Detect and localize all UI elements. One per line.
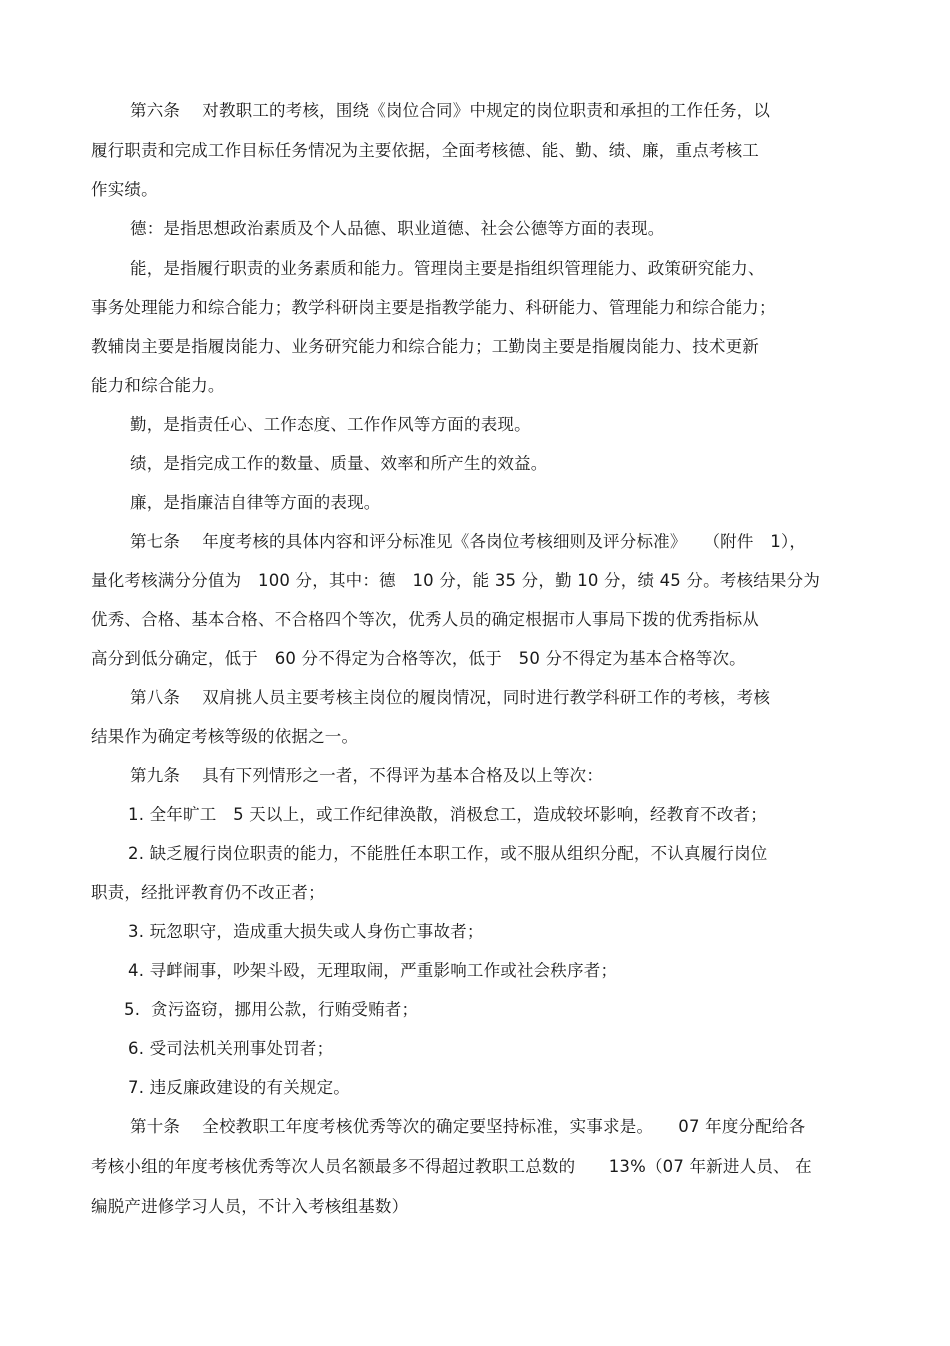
ability-line-2: 事务处理能力和综合能力；教学科研岗主要是指教学能力、科研能力、管理能力和综合能力； bbox=[91, 298, 776, 317]
article-9-intro: 第九条 具有下列情形之一者，不得评为基本合格及以上等次： bbox=[130, 766, 604, 785]
performance-definition: 绩，是指完成工作的数量、质量、效率和所产生的效益。 bbox=[130, 454, 548, 473]
diligence-definition: 勤，是指责任心、工作态度、工作作风等方面的表现。 bbox=[130, 415, 531, 434]
article-9-item-6: 6. 受司法机关刑事处罚者； bbox=[128, 1039, 334, 1058]
ability-line-3: 教辅岗主要是指履岗能力、业务研究能力和综合能力；工勤岗主要是指履岗能力、技术更新 bbox=[91, 337, 759, 356]
article-9-item-2-line-1: 2. 缺乏履行岗位职责的能力，不能胜任本职工作，或不服从组织分配，不认真履行岗位 bbox=[128, 844, 768, 863]
article-7-line-1: 第七条 年度考核的具体内容和评分标准见《各岗位考核细则及评分标准》 （附件 1）， bbox=[130, 532, 807, 551]
article-9-item-7: 7. 违反廉政建设的有关规定。 bbox=[128, 1078, 350, 1097]
article-9-item-1: 1. 全年旷工 5 天以上，或工作纪律涣散，消极怠工，造成较坏影响，经教育不改者； bbox=[128, 805, 767, 824]
article-9-item-3: 3. 玩忽职守，造成重大损失或人身伤亡事故者； bbox=[128, 922, 484, 941]
article-10-line-3: 编脱产进修学习人员，不计入考核组基数） bbox=[91, 1197, 409, 1216]
article-9-item-4: 4. 寻衅闹事，吵架斗殴，无理取闹，严重影响工作或社会秩序者； bbox=[128, 961, 618, 980]
article-9-item-5: 5. 贪污盗窃，挪用公款，行贿受贿者； bbox=[124, 1000, 419, 1019]
ability-line-4: 能力和综合能力。 bbox=[91, 376, 225, 395]
article-8-line-1: 第八条 双肩挑人员主要考核主岗位的履岗情况，同时进行教学科研工作的考核，考核 bbox=[130, 688, 771, 707]
article-6-line-1: 第六条 对教职工的考核，围绕《岗位合同》中规定的岗位职责和承担的工作任务，以 bbox=[130, 101, 771, 120]
article-6-line-2: 履行职责和完成工作目标任务情况为主要依据，全面考核德、能、勤、绩、廉，重点考核工 bbox=[91, 141, 759, 160]
virtue-definition: 德：是指思想政治素质及个人品德、职业道德、社会公德等方面的表现。 bbox=[130, 219, 665, 238]
article-7-line-4: 高分到低分确定，低于 60 分不得定为合格等次，低于 50 分不得定为基本合格等次。 bbox=[91, 649, 746, 668]
article-7-line-3: 优秀、合格、基本合格、不合格四个等次，优秀人员的确定根据市人事局下拨的优秀指标从 bbox=[91, 610, 759, 629]
integrity-definition: 廉，是指廉洁自律等方面的表现。 bbox=[130, 493, 381, 512]
article-10-line-2: 考核小组的年度考核优秀等次人员名额最多不得超过教职工总数的 13%（07 年新进人员、 在 bbox=[91, 1157, 812, 1176]
article-7-line-2: 量化考核满分分值为 100 分，其中：德 10 分，能 35 分，勤 10 分，绩 45 分。考核结果分为 bbox=[91, 571, 821, 590]
article-8-line-2: 结果作为确定考核等级的依据之一。 bbox=[91, 727, 359, 746]
article-9-item-2-line-2: 职责，经批评教育仍不改正者； bbox=[91, 883, 325, 902]
ability-line-1: 能，是指履行职责的业务素质和能力。管理岗主要是指组织管理能力、政策研究能力、 bbox=[130, 259, 765, 278]
article-6-line-3: 作实绩。 bbox=[91, 180, 158, 199]
article-10-line-1: 第十条 全校教职工年度考核优秀等次的确定要坚持标准，实事求是。 07 年度分配给各 bbox=[130, 1117, 806, 1136]
